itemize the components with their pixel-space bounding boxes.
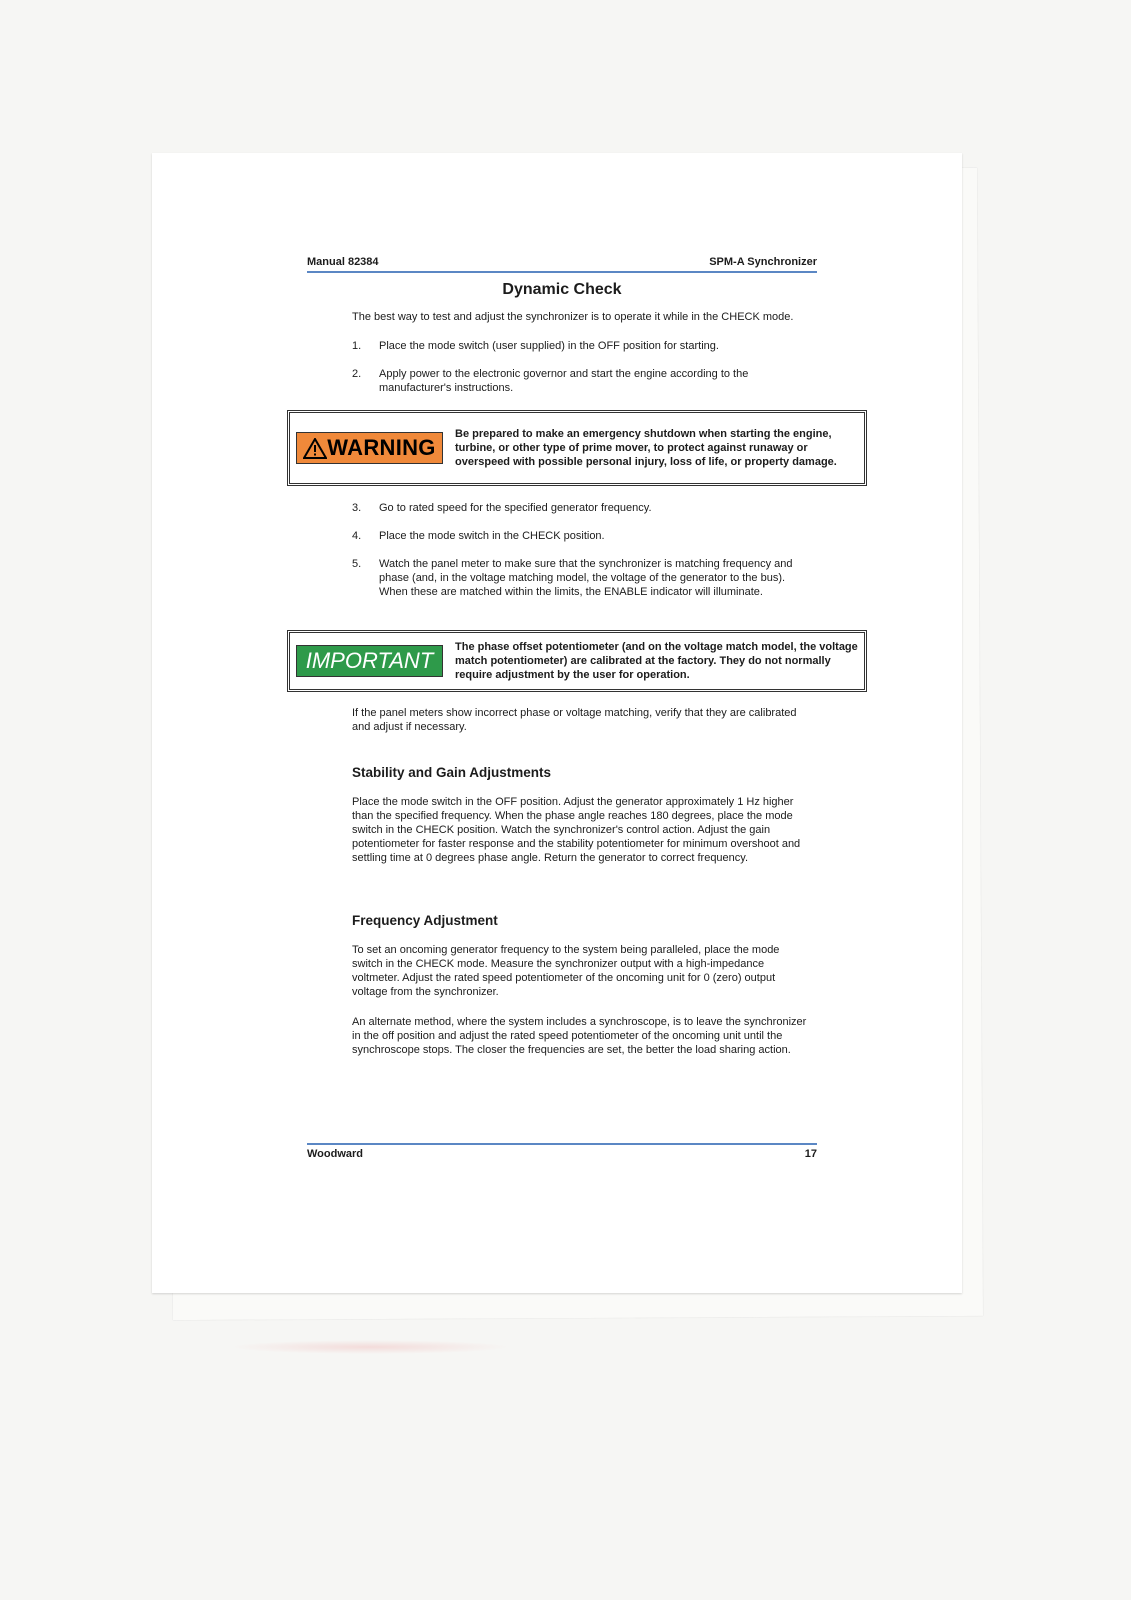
page-footer — [307, 1143, 817, 1160]
warning-text: Be prepared to make an emergency shutdown when starting the engine, turbine, or other type of prime mover, to protect against runaway or overspeed with possible personal injury, loss of life, or property damage. — [455, 428, 837, 468]
step-number: 4. — [352, 530, 362, 542]
page-number: 17 — [804, 1148, 817, 1160]
steps-list-a — [352, 339, 812, 409]
important-label: IMPORTANT — [305, 648, 434, 673]
step-text: Go to rated speed for the specified generator frequency. — [379, 502, 652, 514]
frequency-heading: Frequency Adjustment — [352, 913, 498, 928]
stability-paragraph: Place the mode switch in the OFF position. Adjust the generator approximately 1 Hz higher than the specified frequency. When the phase angle reaches 180 degrees, place the mode switch in the CHECK position. Watch the synchronizer's control action. Adjust the gain potentiometer for faster response and the stability potentiometer for minimum overshoot and settling time at 0 degrees phase angle. Return the generator to correct frequency. — [352, 796, 801, 864]
page-header — [307, 256, 817, 273]
frequency-paragraph-1: To set an oncoming generator frequency to the system being paralleled, place the mode switch in the CHECK mode. Measure the synchronizer output with a high-impedance voltmeter. Adjust the rated speed potentiometer of the oncoming unit for 0 (zero) output voltage from the synchronizer. — [352, 944, 780, 998]
manual-number: Manual 82384 — [307, 256, 379, 268]
step-number: 3. — [352, 502, 362, 514]
step-number: 1. — [352, 340, 362, 352]
steps-list-b — [352, 501, 812, 613]
step-number: 2. — [352, 368, 362, 380]
page-title: Dynamic Check — [502, 281, 622, 298]
warning-notice — [287, 410, 867, 486]
step-text: Apply power to the electronic governor and start the engine according to the manufacturer's instructions. — [379, 368, 749, 394]
step-number: 5. — [352, 558, 362, 570]
list-item — [352, 339, 812, 353]
list-item — [352, 367, 812, 395]
step-text: Place the mode switch in the CHECK position. — [379, 530, 605, 542]
manual-page — [152, 153, 962, 1293]
warning-badge — [296, 432, 443, 464]
important-text: The phase offset potentiometer (and on the voltage match model, the voltage match potentiometer) are calibrated at the factory. They do not normally require adjustment by the user for operation. — [455, 641, 858, 681]
step-text: Watch the panel meter to make sure that the synchronizer is matching frequency and phase (and, in the voltage matching model, the voltage of the generator to the bus). When these are matched within the limits, the ENABLE indicator will illuminate. — [379, 558, 793, 598]
list-item — [352, 557, 812, 599]
scan-smudge — [230, 1340, 510, 1354]
important-notice — [287, 630, 867, 692]
stability-heading: Stability and Gain Adjustments — [352, 765, 552, 780]
list-item — [352, 501, 812, 515]
list-item — [352, 529, 812, 543]
company-name: Woodward — [307, 1148, 364, 1160]
warning-label: WARNING — [327, 435, 436, 460]
frequency-paragraph-2: An alternate method, where the system includes a synchroscope, is to leave the synchronizer in the off position and adjust the rated speed potentiometer of the oncoming unit until the synchroscope stops. The closer the frequencies are set, the better the load sharing action. — [352, 1016, 807, 1056]
important-badge — [296, 645, 443, 677]
intro-paragraph: The best way to test and adjust the synchronizer is to operate it while in the CHECK mode. — [352, 311, 794, 323]
panel-meter-note: If the panel meters show incorrect phase or voltage matching, verify that they are calibrated and adjust if necessary. — [352, 707, 797, 733]
warning-triangle-icon — [303, 438, 327, 459]
step-text: Place the mode switch (user supplied) in the OFF position for starting. — [379, 340, 719, 352]
product-name: SPM-A Synchronizer — [709, 256, 817, 268]
